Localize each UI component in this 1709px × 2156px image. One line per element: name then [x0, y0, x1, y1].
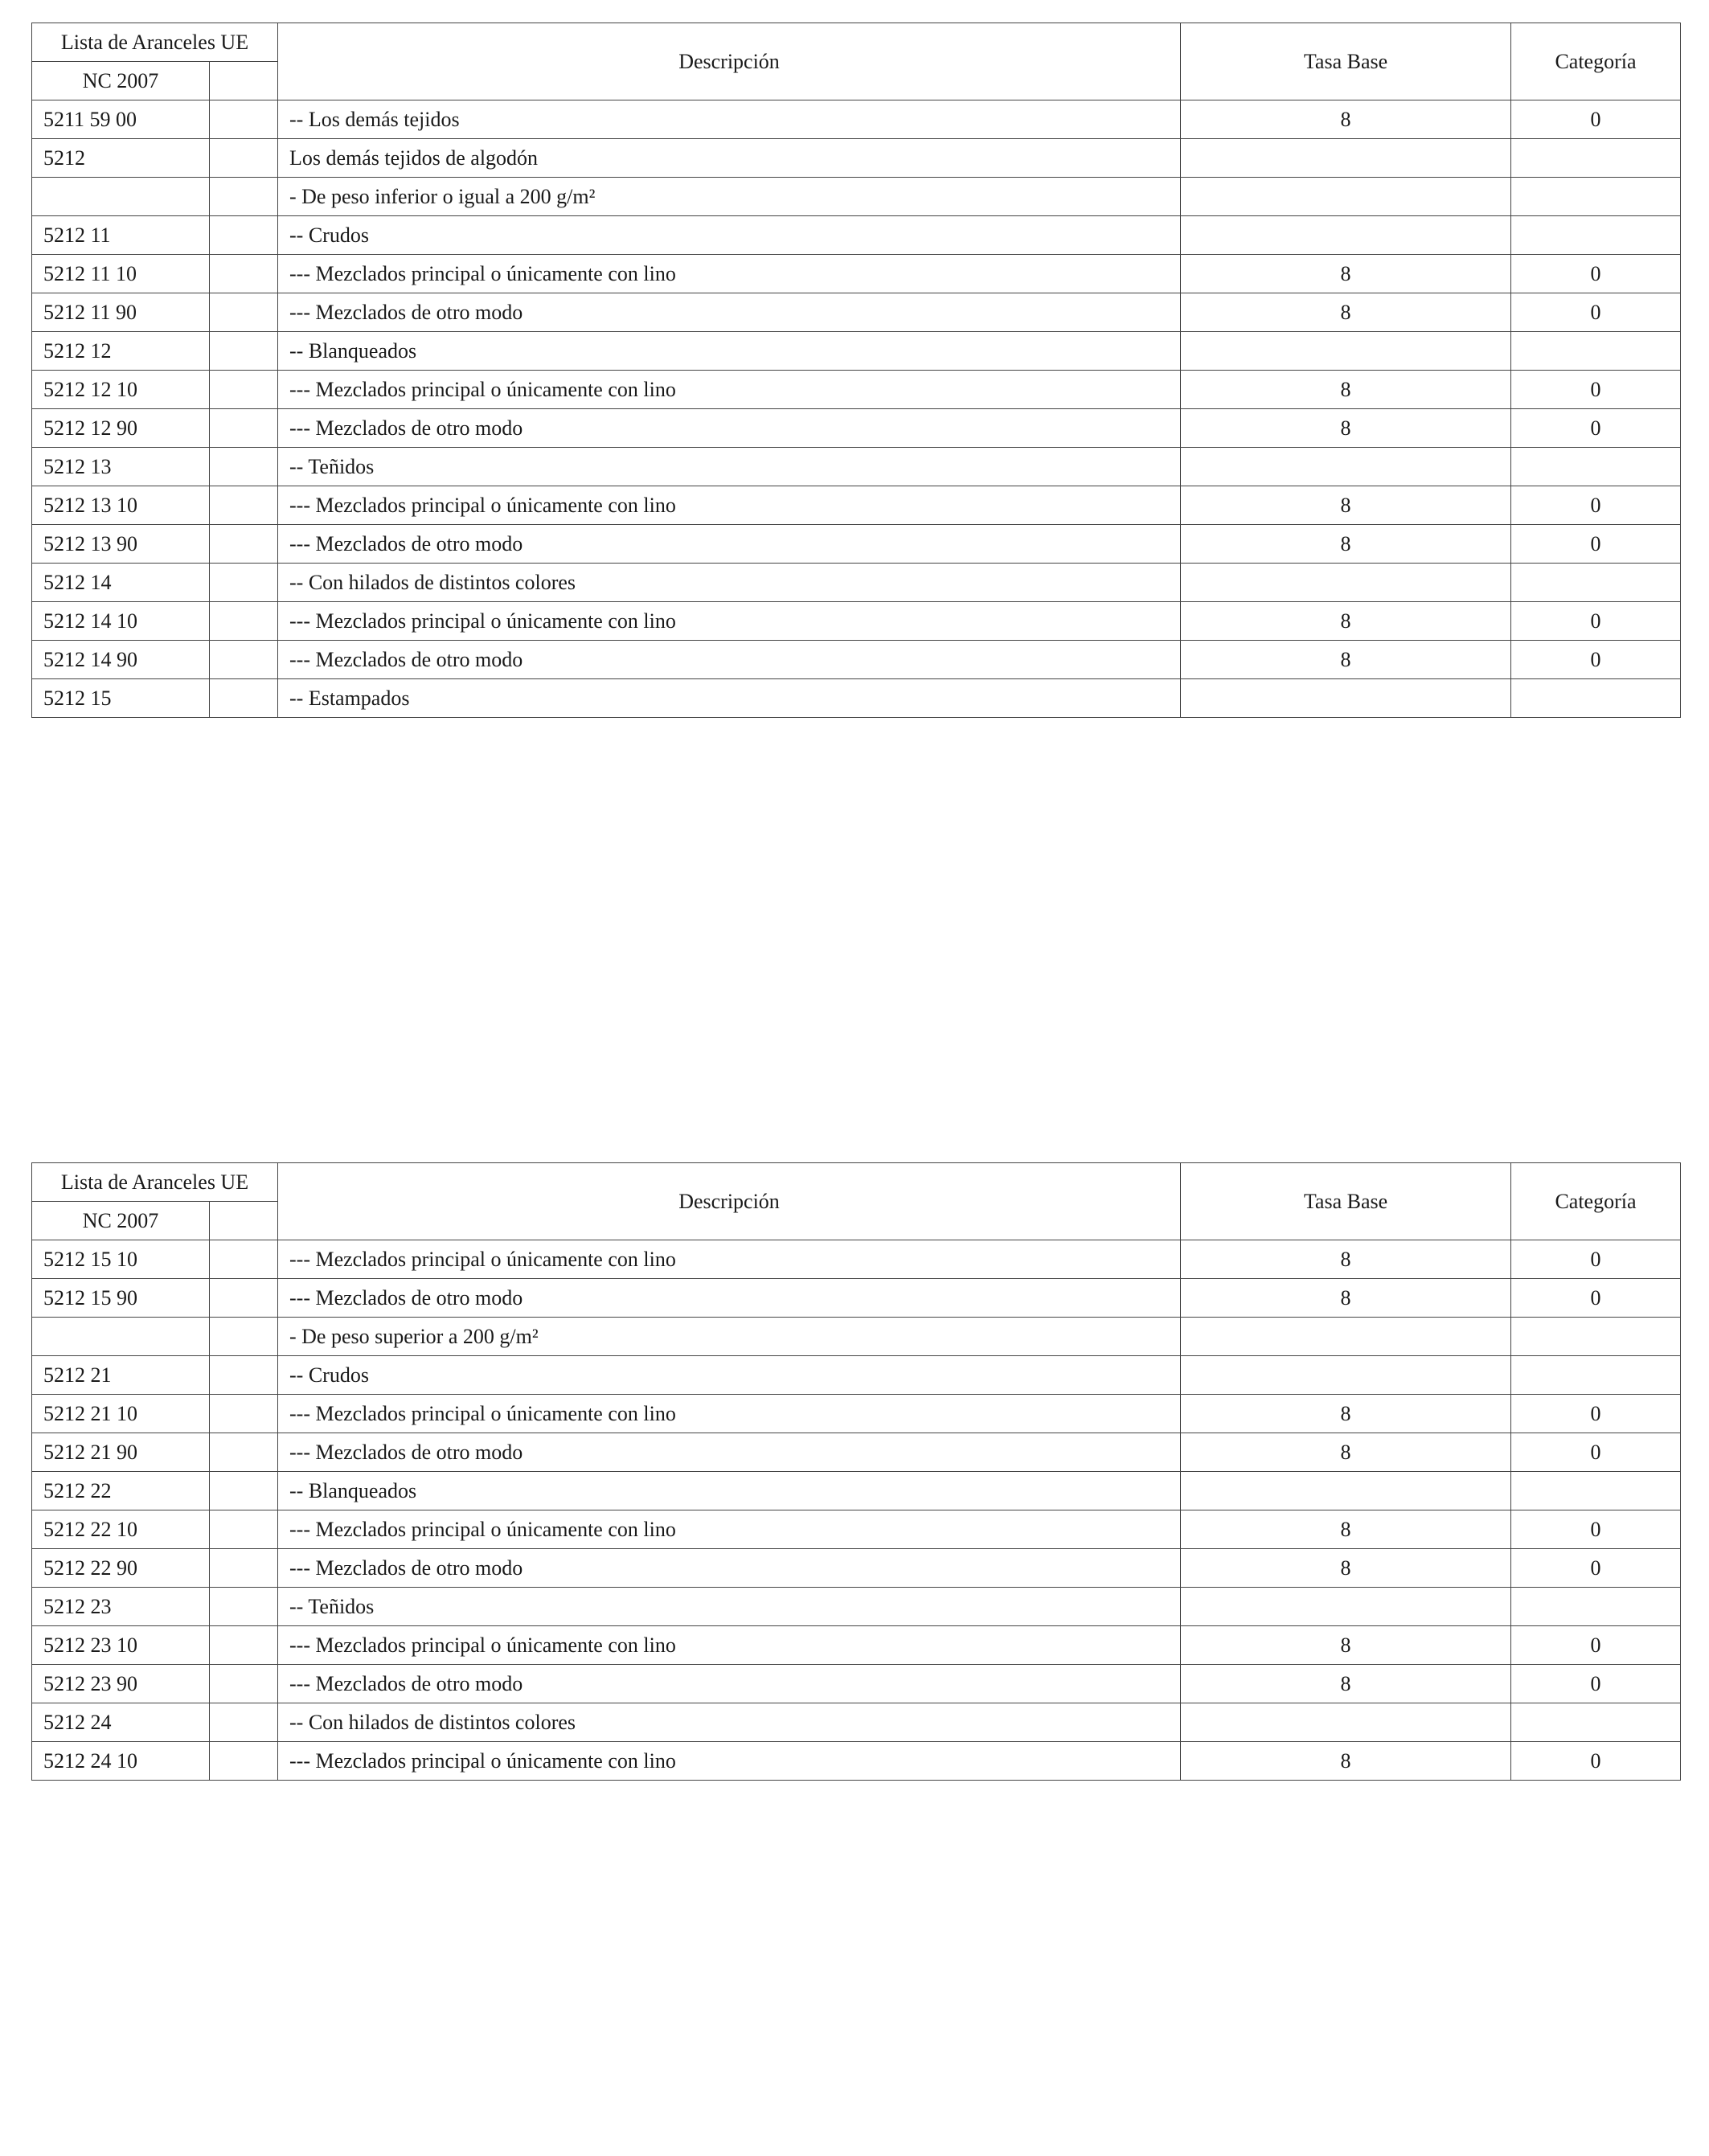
cell-description: --- Mezclados principal o únicamente con lino	[278, 1240, 1181, 1279]
cell-blank	[210, 1472, 278, 1510]
cell-description: --- Mezclados de otro modo	[278, 1279, 1181, 1318]
table-row	[32, 1510, 1681, 1549]
cell-categoria	[1511, 332, 1681, 371]
cell-categoria	[1511, 1318, 1681, 1356]
cell-blank	[210, 1742, 278, 1781]
cell-code: 5212 22 90	[32, 1549, 210, 1588]
header-lista: Lista de Aranceles UE	[32, 23, 278, 62]
cell-blank	[210, 332, 278, 371]
cell-code: 5212 15 10	[32, 1240, 210, 1279]
cell-description: --- Mezclados de otro modo	[278, 1665, 1181, 1703]
cell-blank	[210, 139, 278, 178]
cell-code	[32, 1318, 210, 1356]
cell-blank	[210, 293, 278, 332]
cell-tasa-base	[1181, 564, 1511, 602]
cell-categoria: 0	[1511, 1240, 1681, 1279]
cell-code: 5211 59 00	[32, 100, 210, 139]
cell-categoria: 0	[1511, 100, 1681, 139]
cell-code: 5212 13 90	[32, 525, 210, 564]
cell-code: 5212 12	[32, 332, 210, 371]
table-row	[32, 1433, 1681, 1472]
cell-tasa-base	[1181, 1588, 1511, 1626]
header-row	[32, 23, 1681, 62]
table-row	[32, 448, 1681, 486]
cell-categoria: 0	[1511, 409, 1681, 448]
cell-tasa-base: 8	[1181, 1433, 1511, 1472]
table-row	[32, 641, 1681, 679]
cell-categoria: 0	[1511, 1279, 1681, 1318]
cell-blank	[210, 1588, 278, 1626]
cell-code: 5212 23	[32, 1588, 210, 1626]
cell-blank	[210, 255, 278, 293]
table-row	[32, 139, 1681, 178]
cell-categoria: 0	[1511, 1395, 1681, 1433]
cell-code: 5212 21 90	[32, 1433, 210, 1472]
cell-description: --- Mezclados principal o únicamente con lino	[278, 1510, 1181, 1549]
header-tasa-base: Tasa Base	[1181, 23, 1511, 100]
cell-description: --- Mezclados de otro modo	[278, 1549, 1181, 1588]
cell-description: --- Mezclados principal o únicamente con lino	[278, 602, 1181, 641]
table-row	[32, 178, 1681, 216]
cell-code: 5212 24	[32, 1703, 210, 1742]
cell-code: 5212 14 10	[32, 602, 210, 641]
cell-code: 5212 11 10	[32, 255, 210, 293]
cell-categoria: 0	[1511, 371, 1681, 409]
table-row	[32, 564, 1681, 602]
cell-categoria	[1511, 1472, 1681, 1510]
table-row	[32, 1665, 1681, 1703]
table-header	[32, 23, 1681, 100]
header-tasa-base: Tasa Base	[1181, 1163, 1511, 1240]
cell-blank	[210, 525, 278, 564]
cell-categoria	[1511, 178, 1681, 216]
cell-code: 5212 12 90	[32, 409, 210, 448]
cell-categoria	[1511, 564, 1681, 602]
cell-categoria	[1511, 139, 1681, 178]
cell-blank	[210, 1665, 278, 1703]
table-row	[32, 1588, 1681, 1626]
tariff-table-2	[31, 1162, 1681, 1781]
table-row	[32, 216, 1681, 255]
table-row	[32, 602, 1681, 641]
table-row	[32, 1356, 1681, 1395]
header-descripcion: Descripción	[278, 1163, 1181, 1240]
cell-blank	[210, 602, 278, 641]
table-row	[32, 409, 1681, 448]
cell-description: - De peso inferior o igual a 200 g/m²	[278, 178, 1181, 216]
cell-description: - De peso superior a 200 g/m²	[278, 1318, 1181, 1356]
cell-tasa-base	[1181, 332, 1511, 371]
cell-blank	[210, 679, 278, 718]
cell-tasa-base	[1181, 1703, 1511, 1742]
cell-categoria	[1511, 448, 1681, 486]
table-row	[32, 1626, 1681, 1665]
cell-description: -- Con hilados de distintos colores	[278, 564, 1181, 602]
cell-code: 5212 14	[32, 564, 210, 602]
cell-blank	[210, 1703, 278, 1742]
cell-blank	[210, 1510, 278, 1549]
table-row	[32, 1279, 1681, 1318]
cell-blank	[210, 1395, 278, 1433]
cell-categoria: 0	[1511, 1626, 1681, 1665]
header-categoria: Categoría	[1511, 23, 1681, 100]
header-nc: NC 2007	[32, 1202, 210, 1240]
cell-description: Los demás tejidos de algodón	[278, 139, 1181, 178]
cell-tasa-base: 8	[1181, 1279, 1511, 1318]
cell-tasa-base: 8	[1181, 293, 1511, 332]
header-blank-cell	[210, 1202, 278, 1240]
table-row	[32, 525, 1681, 564]
cell-categoria: 0	[1511, 602, 1681, 641]
header-blank-cell	[210, 62, 278, 100]
cell-categoria	[1511, 216, 1681, 255]
cell-description: -- Blanqueados	[278, 332, 1181, 371]
cell-blank	[210, 1626, 278, 1665]
table-row	[32, 1395, 1681, 1433]
cell-tasa-base	[1181, 1318, 1511, 1356]
cell-code: 5212 21 10	[32, 1395, 210, 1433]
cell-categoria: 0	[1511, 525, 1681, 564]
cell-blank	[210, 641, 278, 679]
cell-categoria: 0	[1511, 1510, 1681, 1549]
cell-code: 5212 11 90	[32, 293, 210, 332]
cell-description: --- Mezclados principal o únicamente con lino	[278, 1626, 1181, 1665]
cell-tasa-base: 8	[1181, 1665, 1511, 1703]
cell-description: --- Mezclados principal o únicamente con lino	[278, 255, 1181, 293]
cell-code: 5212 12 10	[32, 371, 210, 409]
cell-blank	[210, 178, 278, 216]
cell-categoria: 0	[1511, 1549, 1681, 1588]
cell-tasa-base	[1181, 448, 1511, 486]
header-categoria: Categoría	[1511, 1163, 1681, 1240]
cell-description: -- Crudos	[278, 216, 1181, 255]
header-nc: NC 2007	[32, 62, 210, 100]
table-row	[32, 1549, 1681, 1588]
cell-code: 5212 22 10	[32, 1510, 210, 1549]
cell-code: 5212	[32, 139, 210, 178]
cell-description: --- Mezclados de otro modo	[278, 1433, 1181, 1472]
table-row	[32, 1742, 1681, 1781]
cell-blank	[210, 1279, 278, 1318]
cell-code: 5212 23 10	[32, 1626, 210, 1665]
cell-categoria: 0	[1511, 1433, 1681, 1472]
cell-description: --- Mezclados principal o únicamente con lino	[278, 1395, 1181, 1433]
cell-code: 5212 11	[32, 216, 210, 255]
cell-tasa-base	[1181, 1356, 1511, 1395]
cell-tasa-base: 8	[1181, 1510, 1511, 1549]
cell-categoria	[1511, 679, 1681, 718]
cell-categoria: 0	[1511, 641, 1681, 679]
cell-tasa-base: 8	[1181, 255, 1511, 293]
table-row	[32, 1703, 1681, 1742]
cell-description: --- Mezclados de otro modo	[278, 409, 1181, 448]
cell-categoria	[1511, 1703, 1681, 1742]
cell-blank	[210, 409, 278, 448]
cell-tasa-base: 8	[1181, 100, 1511, 139]
cell-tasa-base	[1181, 216, 1511, 255]
cell-blank	[210, 486, 278, 525]
cell-categoria: 0	[1511, 1665, 1681, 1703]
cell-code	[32, 178, 210, 216]
cell-blank	[210, 100, 278, 139]
table-body	[32, 1240, 1681, 1781]
cell-description: -- Blanqueados	[278, 1472, 1181, 1510]
cell-blank	[210, 1433, 278, 1472]
cell-tasa-base	[1181, 178, 1511, 216]
cell-tasa-base: 8	[1181, 1240, 1511, 1279]
cell-description: --- Mezclados de otro modo	[278, 525, 1181, 564]
cell-description: -- Estampados	[278, 679, 1181, 718]
cell-blank	[210, 371, 278, 409]
cell-description: -- Teñidos	[278, 448, 1181, 486]
cell-categoria	[1511, 1356, 1681, 1395]
cell-description: -- Los demás tejidos	[278, 100, 1181, 139]
cell-code: 5212 13 10	[32, 486, 210, 525]
cell-description: --- Mezclados de otro modo	[278, 641, 1181, 679]
table-row	[32, 679, 1681, 718]
cell-code: 5212 15	[32, 679, 210, 718]
cell-tasa-base: 8	[1181, 1549, 1511, 1588]
header-descripcion: Descripción	[278, 23, 1181, 100]
cell-code: 5212 22	[32, 1472, 210, 1510]
header-row	[32, 1163, 1681, 1202]
cell-description: --- Mezclados principal o únicamente con lino	[278, 486, 1181, 525]
cell-blank	[210, 1549, 278, 1588]
cell-tasa-base	[1181, 1472, 1511, 1510]
cell-code: 5212 13	[32, 448, 210, 486]
cell-code: 5212 15 90	[32, 1279, 210, 1318]
cell-description: -- Con hilados de distintos colores	[278, 1703, 1181, 1742]
cell-blank	[210, 448, 278, 486]
table-row	[32, 293, 1681, 332]
cell-tasa-base	[1181, 139, 1511, 178]
cell-categoria: 0	[1511, 486, 1681, 525]
table-header	[32, 1163, 1681, 1240]
table-row	[32, 1318, 1681, 1356]
cell-tasa-base: 8	[1181, 1395, 1511, 1433]
cell-blank	[210, 216, 278, 255]
cell-blank	[210, 564, 278, 602]
cell-tasa-base: 8	[1181, 641, 1511, 679]
cell-description: --- Mezclados principal o únicamente con lino	[278, 1742, 1181, 1781]
cell-tasa-base: 8	[1181, 486, 1511, 525]
header-lista: Lista de Aranceles UE	[32, 1163, 278, 1202]
cell-blank	[210, 1240, 278, 1279]
table-row	[32, 100, 1681, 139]
cell-code: 5212 21	[32, 1356, 210, 1395]
cell-blank	[210, 1318, 278, 1356]
cell-tasa-base: 8	[1181, 1626, 1511, 1665]
cell-tasa-base: 8	[1181, 371, 1511, 409]
cell-categoria: 0	[1511, 293, 1681, 332]
cell-code: 5212 14 90	[32, 641, 210, 679]
tariff-table-1	[31, 23, 1681, 718]
table-body	[32, 100, 1681, 718]
cell-code: 5212 24 10	[32, 1742, 210, 1781]
cell-tasa-base: 8	[1181, 409, 1511, 448]
table-row	[32, 1240, 1681, 1279]
cell-categoria	[1511, 1588, 1681, 1626]
cell-description: --- Mezclados de otro modo	[278, 293, 1181, 332]
table-row	[32, 1472, 1681, 1510]
cell-tasa-base: 8	[1181, 602, 1511, 641]
table-row	[32, 255, 1681, 293]
cell-categoria: 0	[1511, 255, 1681, 293]
table-row	[32, 486, 1681, 525]
cell-code: 5212 23 90	[32, 1665, 210, 1703]
cell-tasa-base	[1181, 679, 1511, 718]
cell-blank	[210, 1356, 278, 1395]
table-row	[32, 371, 1681, 409]
cell-description: --- Mezclados principal o únicamente con lino	[278, 371, 1181, 409]
table-row	[32, 332, 1681, 371]
cell-categoria: 0	[1511, 1742, 1681, 1781]
cell-tasa-base: 8	[1181, 525, 1511, 564]
cell-description: -- Crudos	[278, 1356, 1181, 1395]
cell-tasa-base: 8	[1181, 1742, 1511, 1781]
cell-description: -- Teñidos	[278, 1588, 1181, 1626]
